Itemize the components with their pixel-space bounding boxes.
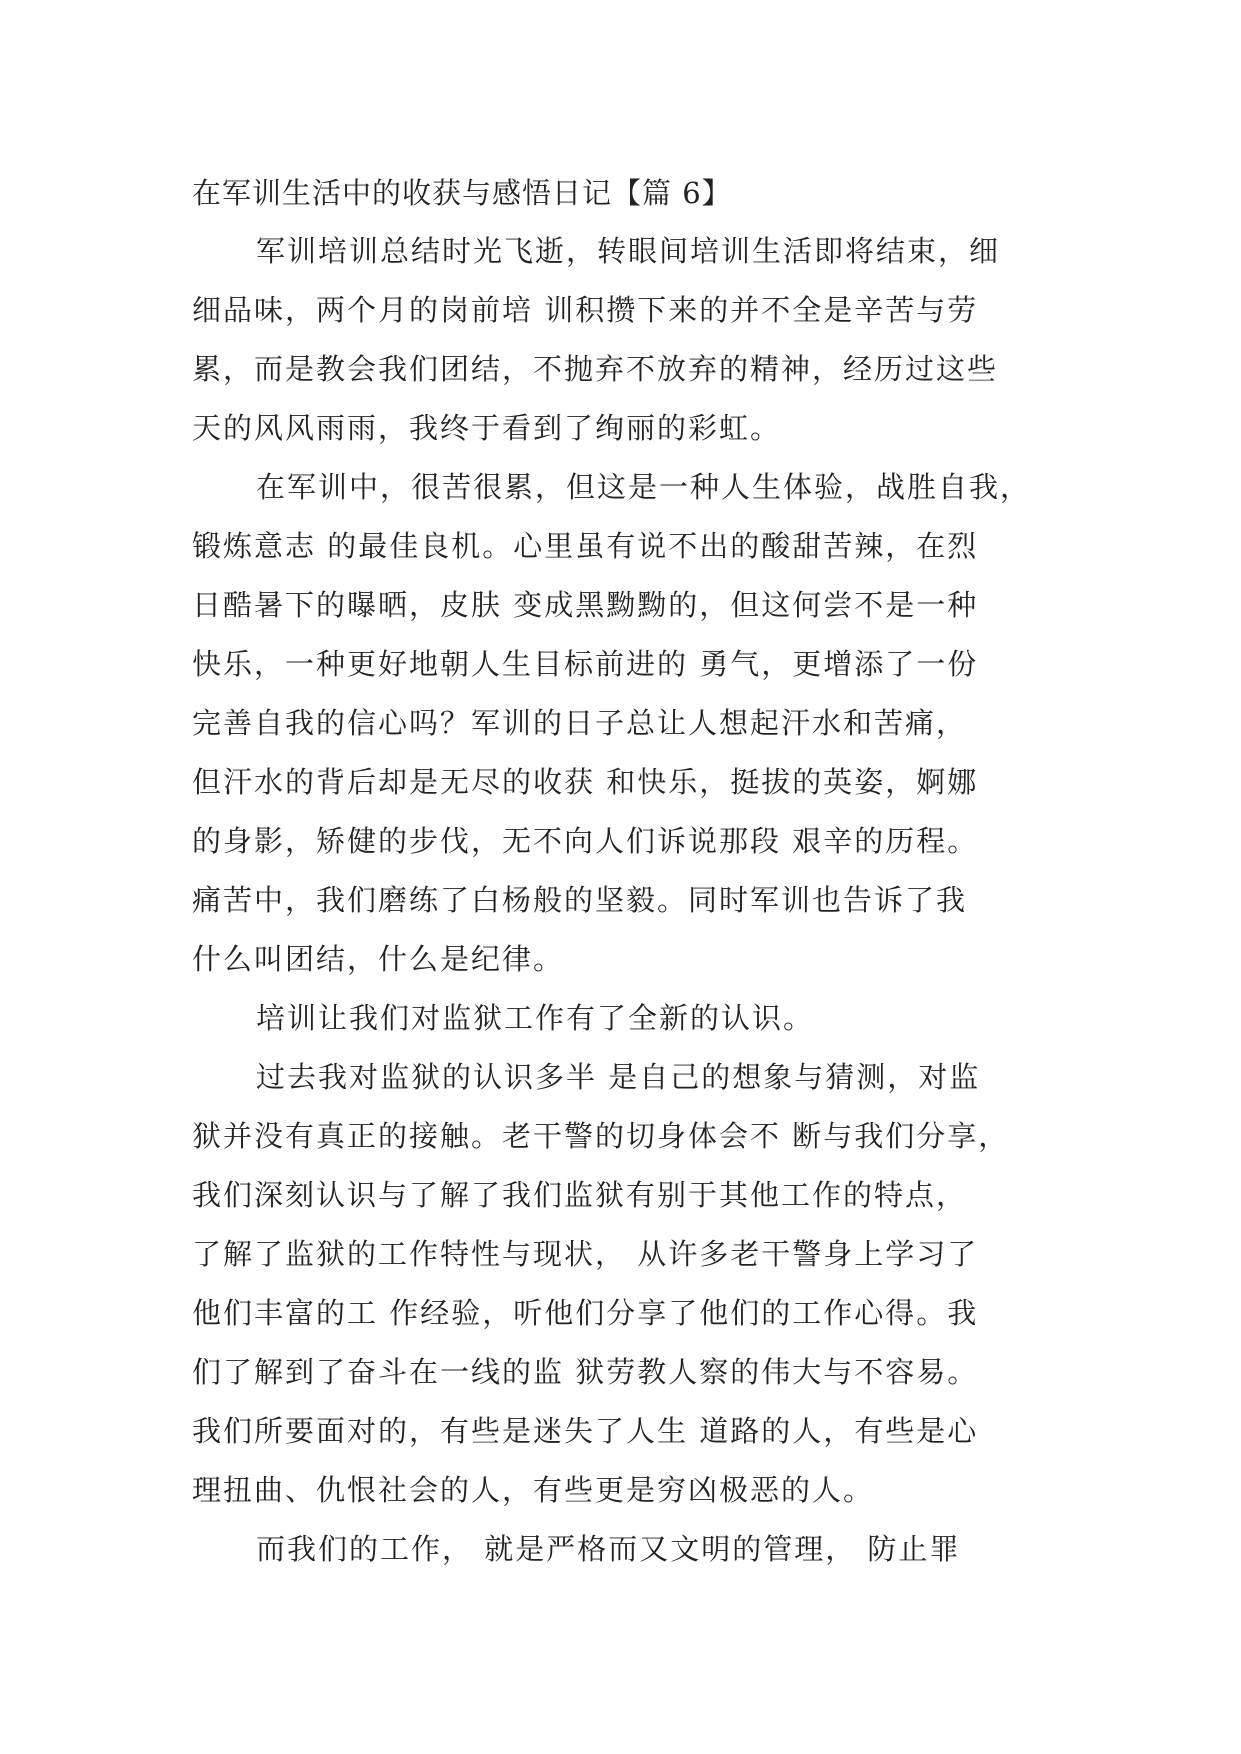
paragraph-line: 累，而是教会我们团结，不抛弃不放弃的精神，经历过这些 xyxy=(192,352,999,386)
paragraph-line: 细品味，两个月的岗前培 训积攒下来的并不全是辛苦与劳 xyxy=(192,293,979,327)
paragraph-2 xyxy=(192,458,1062,989)
paragraph-line: 锻炼意志 的最佳良机。心里虽有说不出的酸甜苦辣，在烈 xyxy=(192,529,979,563)
paragraph-line: 在军训中，很苦很累，但这是一种人生体验，战胜自我， xyxy=(256,470,1032,504)
paragraph-line: 而我们的工作， 就是严格而又文明的管理， 防止罪 xyxy=(256,1532,961,1566)
paragraph-line: 什么叫团结，什么是纪律。 xyxy=(192,942,565,976)
paragraph-line: 的身影，矫健的步伐，无不向人们诉说那段 艰辛的历程。 xyxy=(192,824,979,858)
paragraph-line: 但汗水的背后却是无尽的收获 和快乐，挺拔的英姿，婀娜 xyxy=(192,765,979,799)
paragraph-line: 快乐，一种更好地朝人生目标前进的 勇气，更增添了一份 xyxy=(192,647,979,681)
paragraph-line: 痛苦中，我们磨练了白杨般的坚毅。同时军训也告诉了我 xyxy=(192,883,968,917)
paragraph-line: 了解了监狱的工作特性与现状， 从许多老干警身上学习了 xyxy=(192,1237,979,1271)
paragraph-line: 狱并没有真正的接触。老干警的切身体会不 断与我们分享， xyxy=(192,1119,1010,1153)
paragraph-line: 培训让我们对监狱工作有了全新的认识。 xyxy=(256,1001,815,1035)
paragraph-line: 日酷暑下的曝晒，皮肤 变成黑黝黝的，但这何尝不是一种 xyxy=(192,588,979,622)
paragraph-5 xyxy=(192,1520,1062,1579)
paragraph-4 xyxy=(192,1048,1062,1520)
document-page xyxy=(192,164,1062,1579)
paragraph-line: 天的风风雨雨，我终于看到了绚丽的彩虹。 xyxy=(192,411,782,445)
document-title: 在军训生活中的收获与感悟日记【篇 6】 xyxy=(192,176,732,210)
paragraph-3 xyxy=(192,989,1062,1048)
paragraph-line: 我们所要面对的，有些是迷失了人生 道路的人，有些是心 xyxy=(192,1414,979,1448)
paragraph-line: 我们深刻认识与了解了我们监狱有别于其他工作的特点， xyxy=(192,1178,968,1212)
paragraph-line: 理扭曲、仇恨社会的人，有些更是穷凶极恶的人。 xyxy=(192,1473,875,1507)
paragraph-line: 们了解到了奋斗在一线的监 狱劳教人察的伟大与不容易。 xyxy=(192,1355,979,1389)
paragraph-1 xyxy=(192,222,1062,458)
paragraph-line: 过去我对监狱的认识多半 是自己的想象与猜测，对监 xyxy=(256,1060,981,1094)
paragraph-line: 他们丰富的工 作经验，听他们分享了他们的工作心得。我 xyxy=(192,1296,979,1330)
paragraph-line: 完善自我的信心吗？军训的日子总让人想起汗水和苦痛， xyxy=(192,706,968,740)
paragraph-line: 军训培训总结时光飞逝，转眼间培训生活即将结束，细 xyxy=(256,234,1001,268)
